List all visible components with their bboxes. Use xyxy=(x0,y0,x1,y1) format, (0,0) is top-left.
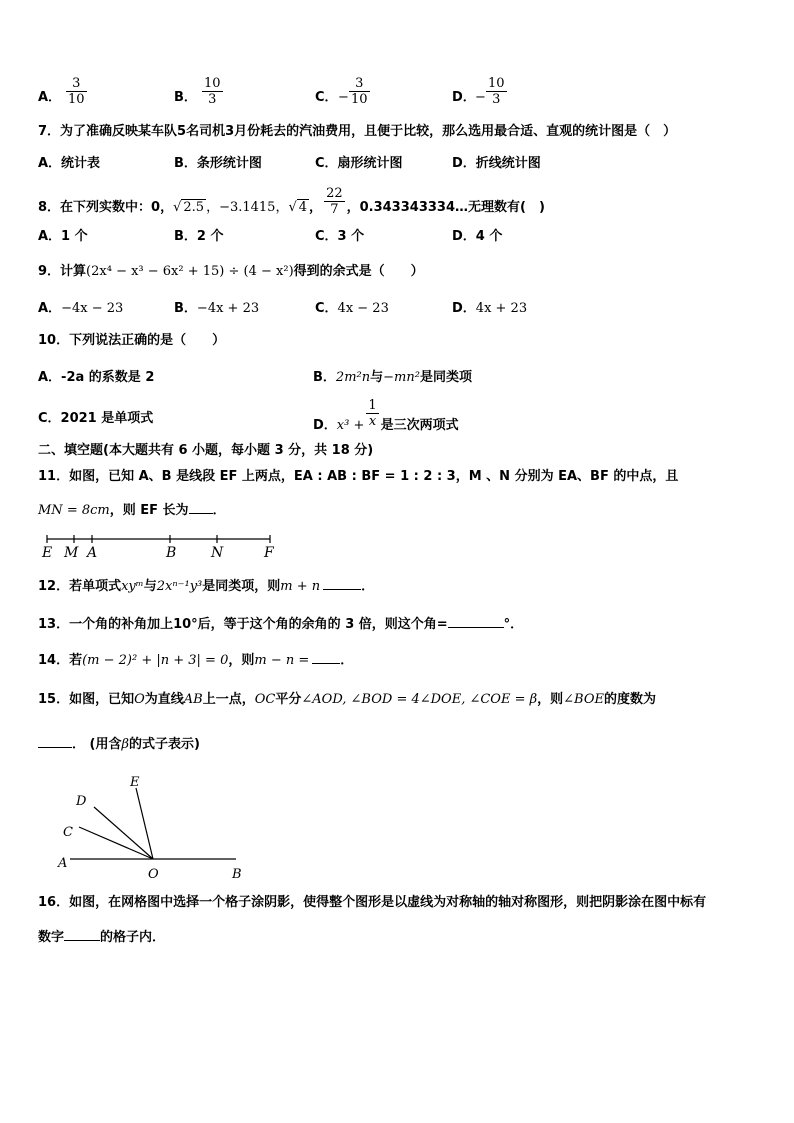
q8-radicand-2: 4 xyxy=(298,200,308,215)
q9-c-expr: 4x − 23 xyxy=(337,301,389,316)
q6-c-label: C． xyxy=(315,90,338,105)
q14-mid: ，则 xyxy=(228,653,255,668)
q14-m-minus-n: m − n = xyxy=(254,653,310,668)
q14-text xyxy=(38,650,353,670)
q10-option-a: A．-2a 的系数是 2 xyxy=(38,370,155,385)
q13-end: °． xyxy=(503,617,524,632)
q9-option-c xyxy=(315,300,389,318)
q9-a-expr: −4x − 23 xyxy=(61,301,124,316)
q15-angle-figure xyxy=(56,770,266,882)
q11-line1: 11．如图，已知 A、B 是线段 EF 上两点，EA : AB : BF = 1 : 2 : 3，M 、N 分别为 EA、BF 的中点，且 xyxy=(38,469,679,484)
q6-d-den: 3 xyxy=(492,92,501,107)
q11-line2-text: ，则 EF 长为 xyxy=(109,503,189,518)
q9-d-expr: 4x + 23 xyxy=(475,301,528,316)
q6-a-fraction xyxy=(66,76,87,107)
q9-option-d xyxy=(452,300,527,318)
q9-text xyxy=(38,263,424,281)
q16-line2 xyxy=(38,927,165,947)
q8-fraction xyxy=(324,186,345,217)
q15-mid2: 上一点， xyxy=(202,692,255,707)
q15-oc: OC xyxy=(254,692,276,707)
q10-d-den: x xyxy=(368,414,377,429)
q8-option-a: A．1 个 xyxy=(38,229,88,244)
q7-option-a: A．统计表 xyxy=(38,156,101,171)
q11-mn: MN = 8cm xyxy=(38,503,110,518)
q6-c-fraction xyxy=(349,76,370,107)
q15-post: ，则 xyxy=(537,692,564,707)
q8-option-c: C．3 个 xyxy=(315,229,365,244)
q15-line2-text: ． (用含 xyxy=(72,737,122,752)
q10-d-post: 是三次两项式 xyxy=(380,418,459,433)
label-e: E xyxy=(130,775,140,790)
q8-sqrt-2-5: √ 2.5 xyxy=(173,200,205,215)
q8-pre: 8．在下列实数中：0， xyxy=(38,200,174,215)
ray-oe xyxy=(136,788,153,859)
q9-option-b xyxy=(174,300,259,318)
q10-b-expr2: −mn² xyxy=(383,370,420,385)
q8-sqrt-4: √ 4 xyxy=(288,200,308,215)
q11-segment-figure xyxy=(40,530,280,562)
q10-b-post: 是同类项 xyxy=(419,370,472,385)
label-a: A xyxy=(58,856,68,871)
q10-option-d xyxy=(313,398,459,436)
q11-answer-blank[interactable] xyxy=(189,500,213,514)
q16-answer-blank[interactable] xyxy=(64,927,100,941)
q8-radicand-1: 2.5 xyxy=(183,200,205,215)
q15-end: 的度数为 xyxy=(603,692,656,707)
q8-mid2: ， xyxy=(309,200,323,215)
q6-b-fraction xyxy=(202,76,223,107)
q15-text xyxy=(38,691,656,709)
q9-pre: 9．计算 xyxy=(38,264,87,279)
q8-option-d: D．4 个 xyxy=(452,229,503,244)
q10-text: 10．下列说法正确的是（ ） xyxy=(38,333,226,348)
q12-monomial-2: 2xⁿ⁻¹y³ xyxy=(156,579,203,594)
q15-o: O xyxy=(134,692,145,707)
q7-option-b: B．条形统计图 xyxy=(174,156,262,171)
label-b: B xyxy=(166,545,177,561)
q15-pre: 15．如图，已知 xyxy=(38,692,135,707)
q9-c-label: C． xyxy=(315,301,338,316)
q12-mid: 与 xyxy=(143,579,157,594)
q9-post: 得到的余式是（ ） xyxy=(293,264,424,279)
q10-option-c: C．2021 是单项式 xyxy=(38,411,154,426)
q13-answer-blank[interactable] xyxy=(448,614,504,628)
q10-b-label: B． xyxy=(313,370,336,385)
q13-text xyxy=(38,614,523,634)
label-n: N xyxy=(211,545,224,561)
q12-monomial-1: xyᵐ xyxy=(121,579,144,594)
q8-frac-den: 7 xyxy=(330,202,339,217)
q9-option-a xyxy=(38,300,123,318)
q12-answer-blank[interactable] xyxy=(323,576,361,590)
q12-pre: 12．若单项式 xyxy=(38,579,122,594)
q8-option-b: B．2 个 xyxy=(174,229,224,244)
q11-line2 xyxy=(38,500,226,520)
label-m: M xyxy=(64,545,79,561)
q15-line2 xyxy=(38,734,200,754)
q15-line2-end: 的式子表示) xyxy=(128,737,200,752)
q8-mid1: ，−3.1415， xyxy=(206,200,289,215)
q7-option-c: C．扇形统计图 xyxy=(315,156,403,171)
q15-answer-blank[interactable] xyxy=(38,734,72,748)
q15-ab: AB xyxy=(183,692,203,707)
label-a: A xyxy=(87,545,98,561)
q14-equation: (m − 2)² + |n + 3| = 0 xyxy=(82,653,229,668)
q6-c-num: 3 xyxy=(349,76,370,92)
label-f: F xyxy=(264,545,274,561)
q15-angle-boe: ∠BOE xyxy=(563,692,604,707)
label-e: E xyxy=(42,545,53,561)
q10-d-num: 1 xyxy=(368,398,377,413)
q6-a-num: 3 xyxy=(66,76,87,92)
q10-b-expr1: 2m²n xyxy=(335,370,371,385)
q6-a-den: 10 xyxy=(68,92,85,107)
q14-pre: 14．若 xyxy=(38,653,83,668)
q12-end: ． xyxy=(361,579,375,594)
q6-b-den: 3 xyxy=(208,92,217,107)
q16-line1: 16．如图，在网格图中选择一个格子涂阴影，使得整个图形是以虚线为对称轴的轴对称图形，则把阴影涂在图中标有 xyxy=(38,895,707,910)
q15-condition: ∠AOD, ∠BOD = 4∠DOE, ∠COE = β xyxy=(301,692,538,707)
q6-b-label: B． xyxy=(174,90,197,105)
q13-pre: 13．一个角的补角加上10°后，等于这个角的余角的 3 倍，则这个角= xyxy=(38,617,448,632)
q15-beta: β xyxy=(121,737,129,752)
q10-d-label: D． xyxy=(313,418,337,433)
q6-b-num: 10 xyxy=(204,76,221,91)
q14-end: ． xyxy=(340,653,354,668)
q6-a-label: A． xyxy=(38,90,62,105)
q6-c-sign: − xyxy=(338,90,349,105)
q12-m-plus-n: m + n xyxy=(280,579,321,594)
ray-oc xyxy=(79,827,153,859)
section-2-heading: 二、填空题(本大题共有 6 小题，每小题 3 分，共 18 分) xyxy=(38,443,374,458)
label-d: D xyxy=(76,794,87,809)
q8-post: ，0.343343334…无理数有( ) xyxy=(346,200,545,215)
q15-mid1: 为直线 xyxy=(144,692,184,707)
q16-line2-post: 的格子内． xyxy=(100,930,166,945)
q9-expression: (2x⁴ − x³ − 6x² + 15) ÷ (4 − x²) xyxy=(86,264,294,279)
q11-end: ． xyxy=(212,503,226,518)
ray-od xyxy=(94,807,153,859)
q7-text: 7．为了准确反映某车队5名司机3月份耗去的汽油费用，且便于比较，那么选用最合适、直观的统计图是（ ） xyxy=(38,124,677,139)
q6-d-label: D． xyxy=(452,90,476,105)
q6-d-fraction xyxy=(486,76,507,107)
q15-mid3: 平分 xyxy=(275,692,302,707)
q12-post: 是同类项，则 xyxy=(202,579,281,594)
q8-frac-num: 22 xyxy=(326,186,343,201)
q12-text xyxy=(38,576,374,596)
q10-b-mid: 与 xyxy=(370,370,384,385)
q6-d-sign: − xyxy=(475,90,486,105)
label-o: O xyxy=(148,867,159,882)
q14-answer-blank[interactable] xyxy=(312,650,340,664)
q9-a-label: A． xyxy=(38,301,62,316)
q6-c-den: 10 xyxy=(351,92,368,107)
q10-d-expr: x³ + xyxy=(336,418,365,433)
q10-option-b xyxy=(313,369,472,387)
q16-line2-pre: 数字 xyxy=(38,930,65,945)
q7-option-d: D．折线统计图 xyxy=(452,156,541,171)
label-b: B xyxy=(232,867,242,882)
q9-b-label: B． xyxy=(174,301,197,316)
q9-b-expr: −4x + 23 xyxy=(196,301,260,316)
label-c: C xyxy=(63,825,73,840)
q10-d-fraction xyxy=(366,398,378,429)
q6-d-num: 10 xyxy=(488,76,505,91)
q8-text xyxy=(38,186,545,222)
q9-d-label: D． xyxy=(452,301,476,316)
